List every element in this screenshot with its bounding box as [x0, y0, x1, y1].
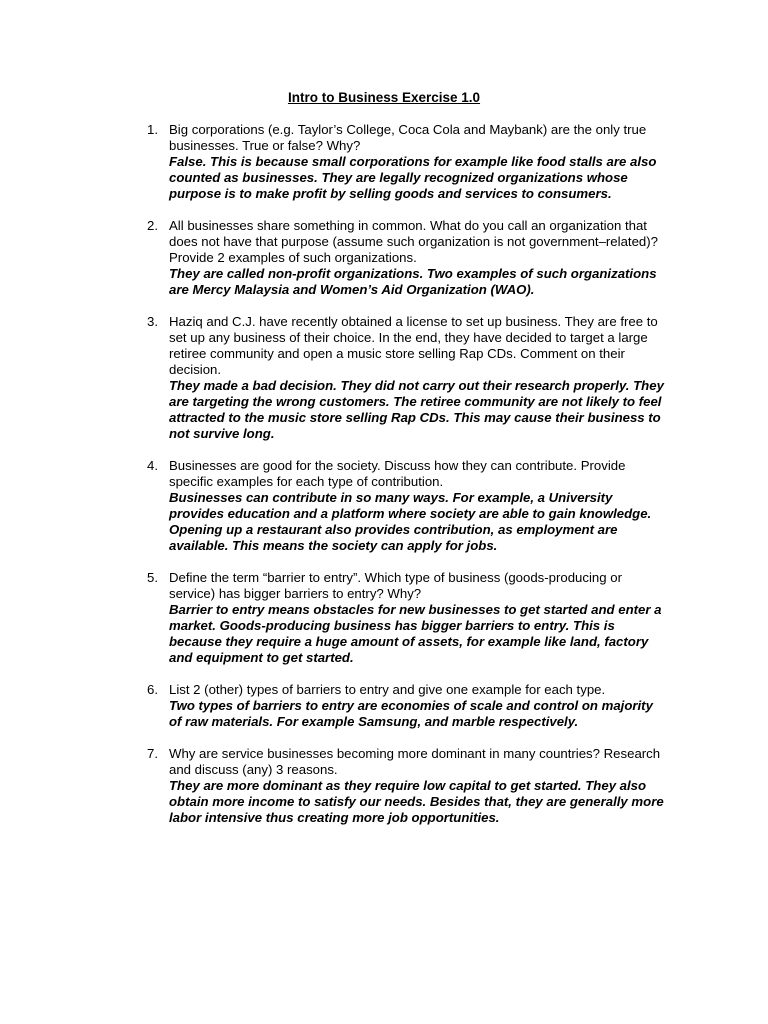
- question-item: [147, 122, 667, 202]
- question-text: Why are service businesses becoming more dominant in many countries? Research and discuss (any) 3 reasons.: [169, 746, 661, 777]
- question-item: [147, 570, 667, 666]
- question-item: [147, 218, 667, 298]
- question-text: All businesses share something in common. What do you call an organization that does not have that purpose (assume such organization is not government–related)? Provide 2 examples of such organizations.: [169, 218, 658, 265]
- question-item: [147, 746, 667, 826]
- question-number: 1.: [147, 122, 158, 137]
- question-text: Businesses are good for the society. Discuss how they can contribute. Provide specific examples for each type of contribution.: [169, 458, 626, 489]
- question-number: 6.: [147, 682, 158, 697]
- answer-text: Businesses can contribute in so many ways. For example, a University provides education and a platform where society are able to gain knowledge. Opening up a restaurant also provides contribution, as employment are available. This means the society can apply for jobs.: [169, 490, 652, 553]
- answer-text: Barrier to entry means obstacles for new businesses to get started and enter a market. Goods-producing business has bigger barriers to entry. This is because they require a huge amount of assets, for example like land, factory and equipment to get started.: [169, 602, 662, 665]
- document-title: Intro to Business Exercise 1.0: [287, 90, 481, 105]
- question-item: [147, 458, 667, 554]
- question-list: [147, 122, 667, 842]
- question-text: Define the term “barrier to entry”. Which type of business (goods-producing or service) has bigger barriers to entry? Why?: [169, 570, 622, 601]
- answer-text: False. This is because small corporations for example like food stalls are also counted as businesses. They are legally recognized organizations whose purpose is to make profit by selling goods and services to consumers.: [169, 154, 657, 201]
- question-number: 5.: [147, 570, 158, 585]
- question-item: [147, 682, 667, 730]
- question-number: 2.: [147, 218, 158, 233]
- question-number: 3.: [147, 314, 158, 329]
- answer-text: They are more dominant as they require low capital to get started. They also obtain more income to satisfy our needs. Besides that, they are generally more labor intensive thus creating more job opportunities.: [169, 778, 664, 825]
- question-number: 4.: [147, 458, 158, 473]
- answer-text: They are called non-profit organizations. Two examples of such organizations are Mercy Malaysia and Women’s Aid Organization (WAO).: [169, 266, 657, 297]
- question-text: Big corporations (e.g. Taylor’s College, Coca Cola and Maybank) are the only true businesses. True or false? Why?: [169, 122, 647, 153]
- question-text: Haziq and C.J. have recently obtained a license to set up business. They are free to set up any business of their choice. In the end, they have decided to target a large retiree community and open a music store selling Rap CDs. Comment on their decision.: [169, 314, 658, 377]
- question-item: [147, 314, 667, 442]
- question-number: 7.: [147, 746, 158, 761]
- answer-text: Two types of barriers to entry are economies of scale and control on majority of raw materials. For example Samsung, and marble respectively.: [169, 698, 653, 729]
- question-text: List 2 (other) types of barriers to entry and give one example for each type.: [169, 682, 606, 697]
- answer-text: They made a bad decision. They did not carry out their research properly. They are targeting the wrong customers. The retiree community are not likely to feel attracted to the music store selling Rap CDs. This may cause their business to not survive long.: [169, 378, 664, 441]
